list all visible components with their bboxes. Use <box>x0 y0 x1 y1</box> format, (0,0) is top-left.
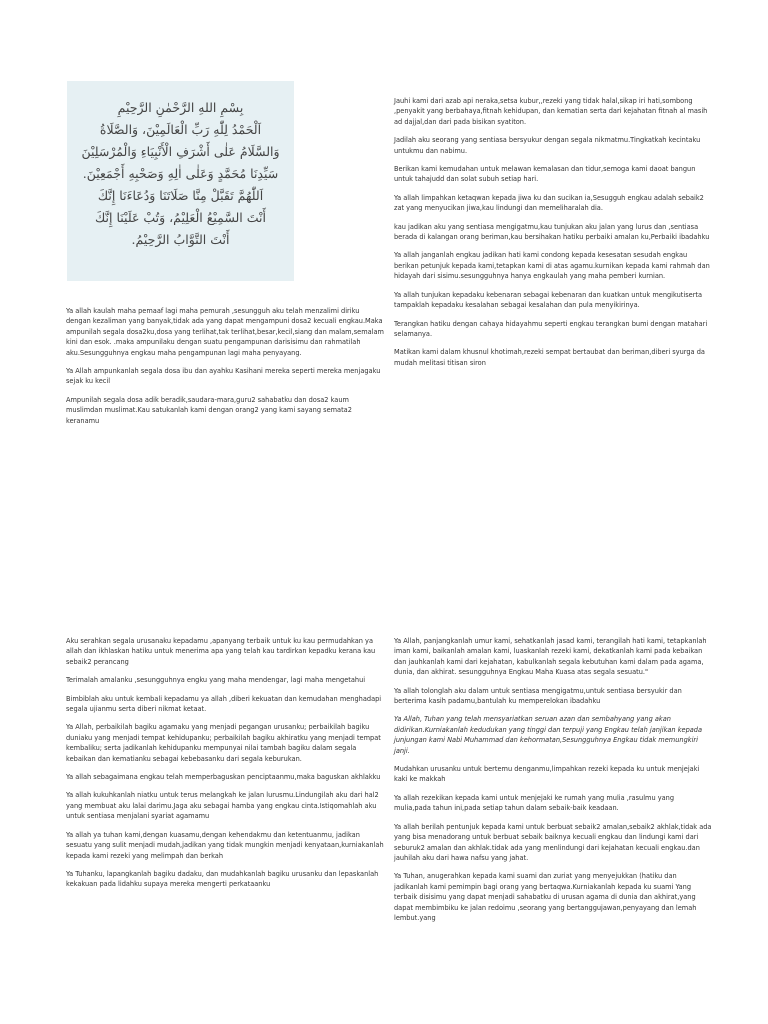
bottom-left-column <box>66 636 384 898</box>
arabic-line: اَلْحَمْدُ لِلّٰهِ رَبِّ الْعَالَمِيْنَ، وَالصَّلَاةُ <box>99 122 262 137</box>
paragraph: Bimbiblah aku untuk kembali kepadamu ya allah ,diberi kekuatan dan kemudahan menghadapi segala ujianmu serta diberi nikmat ketaat. <box>66 694 382 714</box>
paragraph: Ya allah kaulah maha pemaaf lagi maha pemurah ,sesungguh aku telah menzalimi diriku dengan kezaliman yang banyak,tidak ada yang dapat mengampuni dosa2 kecuali engkau.Maka ampunilah segala dosa2ku,dosa yang terlihat,tak terlihat,besar,kecil,siang dan malam,semalam kini dan esok. .maka ampunilaku dengan suatu pengampunan darisisimu dan rahmatilah aku.Sesungguhnya engkau maha pengampunan lagi maha penyayang. <box>66 307 384 357</box>
paragraph: Ya Tuhan, anugerahkan kepada kami suami dan zuriat yang menyejukkan (hatiku dan jadikanlah kami pemimpin bagi orang yang bertaqwa.Kurniakanlah kepada ku suami Yang terbaik disisimu yang dapat menjadi sahabatku di urusan agama di dunia dan akhirat,yang dapat membimbiku ke jalan redoimu ,seorang yang bertanggujawan,penyayang dan lemah lembut.yang <box>394 872 697 922</box>
paragraph: Matikan kami dalam khusnul khotimah,rezeki sempat bertaubat dan beriman,diberi syurga da mudah melitasi titisan siron <box>394 348 705 367</box>
paragraph: Ya allah tolonglah aku dalam untuk sentiasa mengigatmu,untuk sentiasa bersyukir dan berterima kasih padamu,bantulah ku memperelokan ibadahku <box>394 686 682 706</box>
paragraph: Aku serahkan segala urusanaku kepadamu ,apanyang terbaik untuk ku kau permudahkan ya allah dan ikhlaskan hatiku untuk menerima apa yang telah kau tardirkan kepadku kerana kau sebaik2 perancang <box>66 637 376 666</box>
paragraph: Ya Allah, panjangkanlah umur kami, sehatkanlah jasad kami, terangilah hati kami, tetapkanlah iman kami, baikanlah amalan kami, luaskanlah rezeki kami, dekatkanlah kami pada kebaikan dan jauhkanlah kami dari kejahatan, kabulkanlah segala kebutuhan kami dalam pada agama, dunia, dan akhirat. sesungguhnya Engkau Maha Kuasa atas segala sesuatu." <box>394 637 707 677</box>
paragraph: Berikan kami kemudahan untuk melawan kemalasan dan tidur,semoga kami daoat bangun untuk tahajudd dan solat subuh setiap hari. <box>394 165 696 184</box>
paragraph: Ya allah tunjukan kepadaku kebenaran sebagai kebenaran dan kuatkan untuk mengikutiserta tampaklah kepadaku kesalahan sebagai kesalahan dan pula menyikirinya. <box>394 290 703 310</box>
paragraph: Ya Tuhanku, lapangkanlah bagiku dadaku, dan mudahkanlah bagiku urusanku dan lepaskanlah kekakuan pada lidahku supaya mereka mengerti perkataanku <box>66 869 379 889</box>
paragraph: Jauhi kami dari azab api neraka,setsa kubur,,rezeki yang tidak halal,sikap iri hati,sombong ,penyakit yang berbahaya,fitnah kehidupan, dan kematian serta dari kejahatan fitnah al masih ad dajjal,dan dari pada bisikan syatiton. <box>394 97 708 126</box>
paragraph: Ya allah kukuhkanlah niatku untuk terus melangkah ke jalan lurusmu.Lindungilah aku dari hal2 yang membuat aku lalai darimu.Jaga aku sebagai hamba yang engkau cinta.Istiqomahlah aku untuk sentiasa menjalani syariat agamamu <box>66 791 379 821</box>
paragraph: Ya Allah, perbaikilah bagiku agamaku yang menjadi pegangan urusanku; perbaikilah bagiku duniaku yang menjadi tempat kehidupanku; perbaikilah bagiku akhiratku yang menjadi tempat kembaliku; serta jadikanlah kehidupanku mempunyai nilai tambah bagiku dalam segala kebaikan dan kematianku sebagai kebebasanku dari segala keburukan. <box>66 723 381 763</box>
paragraph: Ampunilah segala dosa adik beradik,saudara-mara,guru2 sahabatku dan dosa2 kaum muslimdan muslimat.Kau satukanlah kami dengan orang2 yang kami sayang semata2 keranamu <box>66 395 352 425</box>
paragraph: Ya allah berilah pentunjuk kepada kami untuk berbuat sebaik2 amalan,sebaik2 akhlak,tidak ada yang bisa menadorang untuk berbuat sebaik baiknya kecuali engkau dan lindungi kami dari seburuk2 amalan dan akhlak.tidak ada yang menlindungi dari kejahatan kecuali engkau.dan jauhilah aku dari hawa nafsu yang jahat. <box>394 822 712 862</box>
paragraph: Jadilah aku seorang yang sentiasa bersyukur dengan segala nikmatmu.Tingkatkah kecintaku untukmu dan nabimu. <box>394 136 701 155</box>
paragraph: Ya allah ya tuhan kami,dengan kuasamu,dengan kehendakmu dan ketentuanmu, jadikan sesuatu yang sulit menjadi mudah,jadikan yang tidak mungkin menjadi kenyataan,kurniakanlah kepada kami rezeki yang melimpah dan berkah <box>66 830 384 860</box>
arabic-line: أَنْتَ السَّمِيْعُ الْعَلِيْمُ، وَتُبْ عَلَيْنَا إِنَّكَ <box>95 210 266 225</box>
bottom-right-column <box>394 636 712 931</box>
paragraph: Ya Allah ampunkanlah segala dosa ibu dan ayahku Kasihani mereka seperti mereka menjagaku sejak ku kecil <box>66 367 381 386</box>
paragraph: Terimalah amalanku ,sesungguhnya engku yang maha mendengar, lagi maha mengetahui <box>66 676 366 685</box>
arabic-line: سَيِّدِنَا مُحَمَّدٍ وَعَلٰى اٰلِهِ وَصَحْبِهِ أَجْمَعِيْنَ. <box>82 166 279 181</box>
paragraph: Ya allah rezekikan kepada kami untuk menjejaki ke rumah yang mulia ,rasulmu yang mulia,pada tahun ini,pada setiap tahun dalam sebaik-baik keadaan. <box>394 793 675 813</box>
paragraph: Ya allah sebagaimana engkau telah memperbaguskan penciptaanmu,maka baguskan akhlakku <box>66 773 381 782</box>
arabic-prayer-image <box>67 81 294 281</box>
top-right-column <box>394 96 712 376</box>
arabic-line: أَنْتَ التَّوَّابُ الرَّحِيْمُ. <box>131 232 230 247</box>
top-left-column <box>66 306 384 434</box>
paragraph: Ya allah janganlah engkau jadikan hati kami condong kepada kesesatan sesudah engkau berikan petunjuk kepada kami,tetapkan kami di atas agamu.kurnikan kepada kami rahmah dan hidayah dari sisimu.sesungguhnya hanya engkaulah yang maha pemberi kurnian. <box>394 251 710 281</box>
arabic-line: وَالسَّلَامُ عَلٰى أَشْرَفِ الْأَنْبِيَاءِ وَالْمُرْسَلِيْنَ <box>81 144 280 159</box>
arabic-line: اَللّٰهُمَّ تَقَبَّلْ مِنَّا صَلَاتَنَا وَدُعَاءَنَا إِنَّكَ <box>97 188 264 203</box>
arabic-line: بِسْمِ اللهِ الرَّحْمٰنِ الرَّحِيْمِ <box>117 100 244 115</box>
paragraph: Ya allah limpahkan ketaqwan kepada jiwa ku dan sucikan ia,Sesugguh engkau adalah sebaik2 zat yang menyucikan jiwa,kau lindungi dan memeliharalah dia. <box>394 193 704 213</box>
paragraph: kau jadikan aku yang sentiasa mengigatmu,kau tunjukan aku jalan yang lurus dan ,sentiasa berada di kalangan orang beriman,kau bersihakan hatiku perbaiki amalan ku,Perbaiki ibadahku <box>394 222 710 242</box>
paragraph: Mudahkan urusanku untuk bertemu denganmu,limpahkan rezeki kepada ku untuk menjejaki kaki ke makkah <box>394 765 700 784</box>
paragraph-italic: Ya Allah, Tuhan yang telah mensyariatkan seruan azan dan sembahyang yang akan didirikan.Kurniakanlah kedudukan yang tinggi dan terpuji yang Engkau telah janjikan kepada junjungan kami Nabi Muhammad dan kehormatan,Sesungguhnya Engkau tidak memungkiri janji. <box>394 715 703 755</box>
paragraph: Terangkan hatiku dengan cahaya hidayahmu seperti engkau terangkan bumi dengan matahari selamanya. <box>394 319 708 338</box>
